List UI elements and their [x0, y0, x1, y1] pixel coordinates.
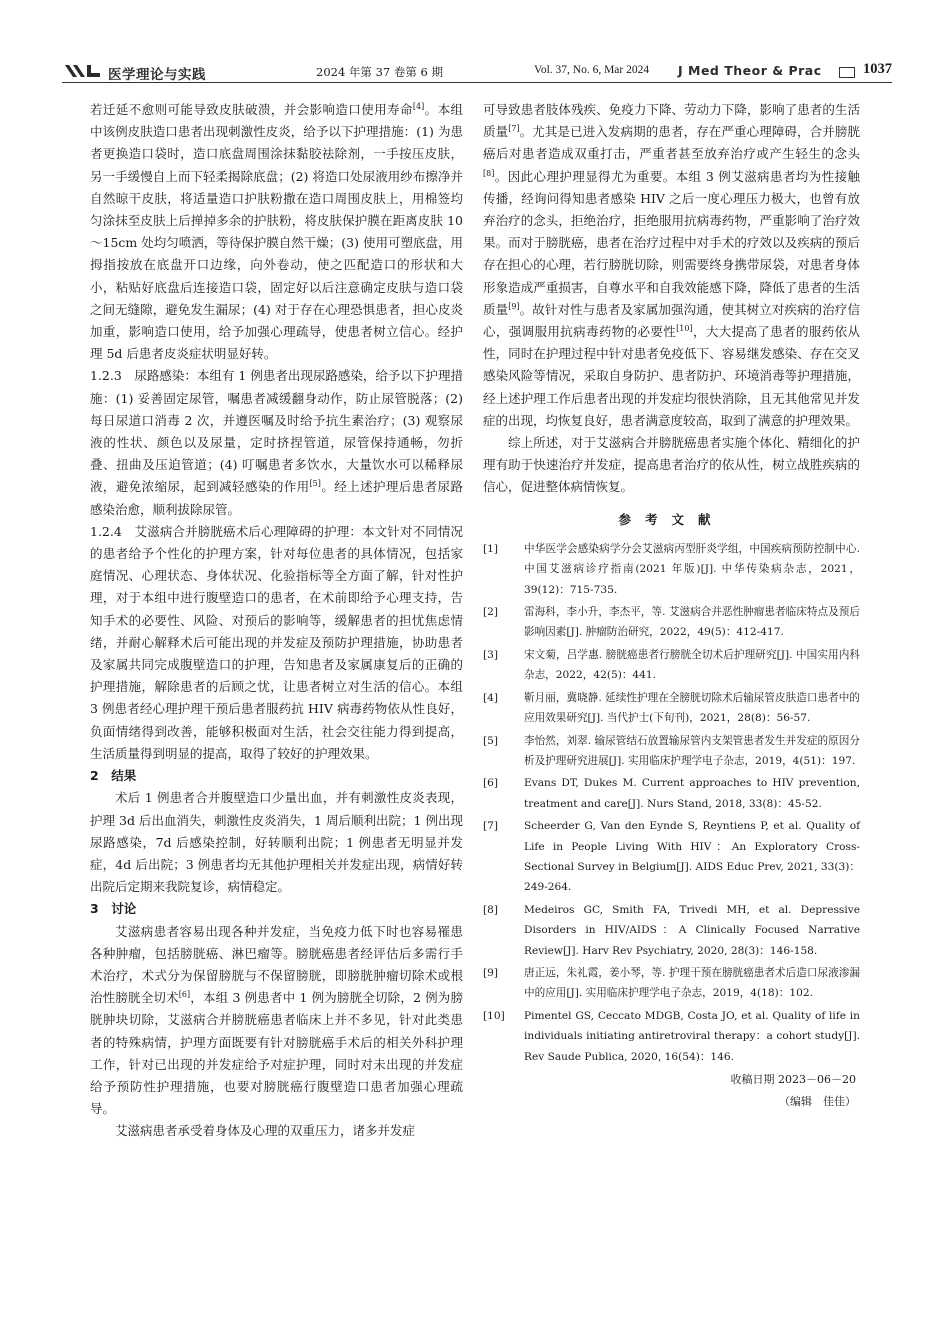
left-column — [90, 99, 463, 1143]
paragraph: 术后 1 例患者合并腹壁造口少量出血，并有刺激性皮炎表现，护理 3d 后出血消失，刺激性皮炎消失，1 周后顺利出院；1 例出现尿路感染，7d 后感染控制，好转顺利出院；1 例患者无明显并发症，4d 后出院；3 例患者均无其他护理相关并发症出现，病情好转出院后定期来我院复诊，病情稳定。 — [90, 790, 463, 895]
reference-item: [6] Evans DT, Dukes M. Current approaches to HIV prevention, treatment and care[J]. Nurs Stand, 2018, 33(8)：45-52. — [483, 777, 860, 810]
reference-item: [10] Pimentel GS, Ceccato MDGB, Costa JO, et al. Quality of life in individuals initiating antiretroviral therapy：a cohort study[J]. Rev Saude Publica, 2020, 16(54)：146. — [483, 1009, 860, 1063]
reference-item: [9] 唐正远，朱礼霞，姜小琴，等. 护理干预在膀胱癌患者术后造口尿液渗漏中的应用[J]. 实用临床护理学电子杂志，2019，4(18)：102. — [483, 966, 860, 1000]
paragraph: 可导致患者肢体残疾、免疫力下降、劳动力下降，影响了患者的生活质量[7]。尤其是已进入发病期的患者，存在严重心理障碍，合并膀胱癌后对患者造成双重打击，严重者甚至放弃治疗或产生轻生的念头[8]。因此心理护理显得尤为重要。本组 3 例艾滋病患者均为性接触传播，经询问得知患者感染 HIV 之后一度心理压力极大，也曾有放弃治疗的念头，拒绝治疗，拒绝服用抗病毒药物，严重影响了治疗效果。而对于膀胱癌，患者在治疗过程中对手术的疗效以及疾病的预后存在担心的心理，若行膀胱切除，则需要终身携带尿袋，对患者身体形象造成严重损害，自尊水平和自我效能感下降，降低了患者的生活质量[9]。故针对性与患者及家属加强沟通，使其树立对疾病的治疗信心，强调服用抗病毒药物的必要性[10]，大大提高了患者的服药依从性，同时在护理过程中针对患者免疫低下、容易继发感染、存在交叉感染风险等情况，采取自身防护、患者防护、环境消毒等护理措施，经上述护理工作后患者出现的并发症均很快消除，且无其他常见并发症的出现，均恢复良好，患者满意度较高，取到了满意的护理效果。 — [483, 102, 860, 428]
reference-list — [483, 539, 860, 1067]
paragraph: 艾滋病患者承受着身体及心理的双重压力，诸多并发症 — [115, 1123, 416, 1139]
reference-item: [3] 宋文菊，吕学惠. 膀胱癌患者行膀胱全切术后护理研究[J]. 中国实用内科杂志，2022，42(5)：441. — [483, 648, 860, 682]
reference-item: [4] 靳月丽，冀晓静. 延续性护理在全膀胱切除术后输尿管皮肤造口患者中的应用效果研究[J]. 当代护士(下旬刊)，2021，28(8)：56-57. — [483, 691, 860, 725]
reference-item: [7] Scheerder G, Van den Eynde S, Reyntiens P, et al. Quality of Life in People Living With HIV：An Exploratory Cross-Sectional Survey in Belgium[J]. AIDS Educ Prev, 2021, 33(3)：249-264. — [483, 820, 860, 894]
issue-cn: 2024 年第 37 卷第 6 期 — [316, 65, 443, 79]
header-box-icon — [839, 67, 855, 78]
journal-name: 医学理论与实践 — [108, 67, 206, 83]
reference-item: [1] 中华医学会感染病学分会艾滋病丙型肝炎学组，中国疾病预防控制中心. 中国艾滋病诊疗指南(2021 年版)[J]. 中华传染病杂志，2021，39(12)：715-735. — [483, 542, 860, 596]
reference-item: [5] 李怡然，刘翠. 输尿管结石放置输尿管内支架管患者发生并发症的原因分析及护理研究进展[J]. 实用临床护理学电子杂志，2019，4(51)：197. — [483, 734, 860, 767]
journal-logo-icon — [64, 63, 104, 79]
page-number: 1037 — [863, 61, 892, 77]
received-date: 收稿日期 2023－06－20 — [730, 1073, 856, 1087]
reference-item: [2] 雷海科，李小升，李杰平，等. 艾滋病合并恶性肿瘤患者临床特点及预后影响因素[J]. 肿瘤防治研究，2022，49(5)：412-417. — [483, 606, 860, 639]
issue-en: Vol. 37, No. 6, Mar 2024 — [534, 64, 650, 76]
references-title: 参考文献 — [618, 511, 725, 527]
paragraph: 若迁延不愈则可能导致皮肤破溃，并会影响造口使用寿命[4]。本组中该例皮肤造口患者出现刺激性皮炎，给予以下护理措施：(1) 为患者更换造口袋时，造口底盘周围涂抹黏胶祛除剂，一手按压皮肤，另一手缓慢自上而下轻柔揭除底盘；(2) 将造口处尿液用纱布擦净并自然晾干皮肤，将适量造口护肤粉撒在造口周围皮肤上，用棉签均匀涂抹至皮肤上后掸掉多余的护肤粉，将皮肤保护膜在距离皮肤 10～15cm 处均匀喷洒，等待保护膜自然干燥；(3) 使用可塑底盘，用拇指按放在底盘开口边缘，向外卷动，使之匹配造口的形状和大小，粘贴好底盘后连接造口袋，固定好以后注意确定皮肤与造口袋之间无缝隙，避免发生漏尿；(4) 对于存在心理恐惧患者，担心皮炎加重，影响造口使用，给予加强心理疏导，使患者树立信心。经护理 5d 后患者皮炎症状明显好转。 — [90, 101, 463, 362]
journal-abbr: J Med Theor & Prac — [678, 63, 822, 78]
running-header — [62, 62, 892, 83]
paragraph: 艾滋病患者容易出现各种并发症，当免疫力低下时也容易罹患各种肿瘤，包括膀胱癌、淋巴瘤等。膀胱癌患者经评估后多需行手术治疗，术式分为保留膀胱与不保留膀胱，即膀胱肿瘤切除术或根治性膀胱全切术[6]，本组 3 例患者中 1 例为膀胱全切除，2 例为膀胱肿块切除，艾滋病合并膀胱癌患者临床上并不多见，针对此类患者的特殊病情，护理方面既要有针对膀胱癌手术后的相关外科护理工作，针对已出现的并发症给予对症护理，同时对未出现的并发症给予预防性护理措施，也要对膀胱癌行腹壁造口患者加强心理疏导。 — [90, 923, 463, 1117]
heading-discussion: 3 讨论 — [90, 901, 137, 917]
reference-item: [8] Medeiros GC, Smith FA, Trivedi MH, et al. Depressive Disorders in HIV/AIDS：A Clinically Focused Narrative Review[J]. Harv Rev Psychiatry, 2020, 28(3)：146-158. — [483, 903, 860, 957]
editor-credit: （编辑 佳佳） — [779, 1095, 856, 1109]
right-column — [483, 99, 860, 1113]
section-1-2-4: 1.2.4 艾滋病合并膀胱癌术后心理障碍的护理：本文针对不同情况的患者给予个性化的护理方案，针对每位患者的具体情况，包括家庭情况、心理状态、身体状况、化验指标等全方面了解，针对性护理，对于本组中进行腹壁造口的患者，在术前即给予心理支持，告知手术的必要性、风险、对预后的影响等，缓解患者的担忧焦虑情绪，并耐心解释术后可能出现的并发症及预防护理措施，协助患者及家属共同完成腹壁造口的护理，告知患者及家属康复后的正确的护理措施，解除患者的后顾之忧，让患者树立对生活的信心。本组 3 例患者经心理护理干预后患者服药抗 HIV 病毒药物依从性良好，负面情绪得到改善，能够积极面对生活，社会交往能力得到提高，生活质量得到明显的提高，取得了较好的护理效果。 — [90, 523, 463, 761]
paragraph-conclusion: 综上所述，对于艾滋病合并膀胱癌患者实施个体化、精细化的护理有助于快速治疗并发症，提高患者治疗的依从性，树立战胜疾病的信心，促进整体病情恢复。 — [483, 435, 860, 495]
heading-results: 2 结果 — [90, 768, 137, 784]
section-1-2-3: 1.2.3 尿路感染：本组有 1 例患者出现尿路感染，给予以下护理措施：(1) 妥善固定尿管，嘱患者减缓翻身动作，防止尿管脱落；(2) 每日尿道口消毒 2 次，并遵医嘱及时给予抗生素治疗；(3) 观察尿液的性状、颜色以及尿量，定时挤捏管道，尿管保持通畅，勿折叠、扭曲及压迫管道；(4) 叮嘱患者多饮水，大量饮水可以稀释尿液，避免浓缩尿，起到减轻感染的作用[5]。经上述护理后患者尿路感染治愈，顺利拔除尿管。 — [90, 368, 463, 517]
